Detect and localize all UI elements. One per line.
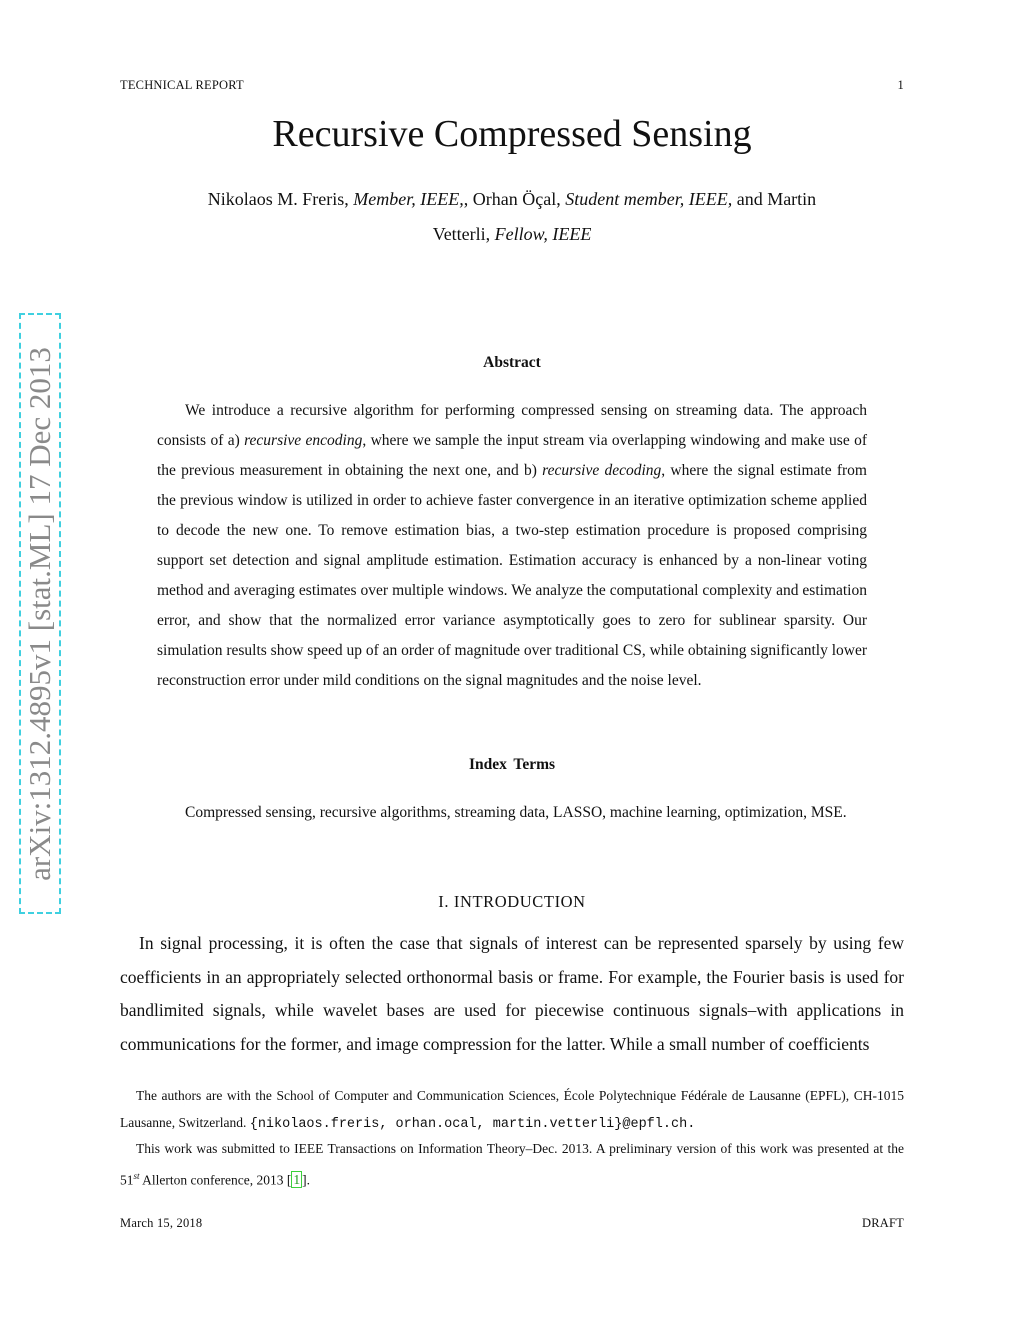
index-terms-text: Compressed sensing, recursive algorithms, streaming data, LASSO, machine learning, optimization, MSE. (185, 804, 847, 821)
footnote-superscript: st (133, 1170, 140, 1181)
abstract-text-2: , where we sample the input stream via overlapping windowing and make use of the previous measurement in obtaining the next one, and b) (157, 432, 867, 479)
abstract-heading: Abstract (483, 354, 541, 371)
paper-title: Recursive Compressed Sensing (272, 113, 752, 155)
author-conjunction: and Martin (736, 189, 817, 209)
footnote-submission (120, 1136, 904, 1194)
footnote-submission-text: This work was submitted to IEEE Transactions on Information Theory–Dec. 2013. A preliminary version of this work was presented at the 51 (120, 1141, 904, 1187)
author-2-name: , Orhan Öçal, (463, 189, 561, 209)
citation-link[interactable]: 1 (293, 1172, 301, 1187)
footnote-submission-end: ]. (302, 1172, 310, 1187)
intro-paragraph: In signal processing, it is often the case that signals of interest can be represented sparsely by using few coefficients in an appropriately selected orthonormal basis or frame. For example, the Fourier basis is used for bandlimited signals, while wavelet bases are used for piecewise continuous signals–with applications in communications for the former, and image compression for the latter. While a small number of coefficients (120, 933, 904, 1054)
author-list (130, 182, 894, 252)
abstract-text-3: , where the signal estimate from the previous window is utilized in order to achieve faster convergence in an iterative optimization scheme applied to decode the new one. To remove estimation bias, a two-step estimation procedure is proposed comprising support set detection and signal amplitude estimation. Estimation accuracy is enhanced by a non-linear voting method and averaging estimates over multiple windows. We analyze the computational complexity and estimation error, and show that the normalized error variance asymptotically goes to zero for sublinear sparsity. Our simulation results show speed up of an order of magnitude over traditional CS, while obtaining significantly lower reconstruction error under mild conditions on the signal magnitudes and the noise level. (157, 462, 867, 689)
section-title-rest: NTRODUCTION (459, 892, 586, 911)
section-initial: I (453, 892, 460, 911)
arxiv-stamp[interactable]: arXiv:1312.4895v1 [stat.ML] 17 Dec 2013 (22, 346, 57, 881)
author-3-role: Fellow, IEEE (494, 224, 592, 244)
section-numeral: I. (438, 892, 454, 911)
page-number: 1 (897, 78, 904, 92)
abstract-emphasis-2: recursive decoding (542, 462, 662, 479)
footnote-submission-after: Allerton conference, 2013 [ (139, 1172, 292, 1187)
footnote-affiliation-text: The authors are with the School of Computer and Communication Sciences, École Polytechnique Fédérale de Lausanne (EPFL), CH-1015 Lausanne, Switzerland. (120, 1088, 904, 1130)
author-1-role: Member, IEEE, (353, 189, 464, 209)
footnote-affiliation (120, 1083, 904, 1138)
footnote-emails[interactable]: {nikolaos.freris, orhan.ocal, martin.vetterli}@epfl.ch. (249, 1116, 696, 1132)
section-heading (0, 892, 1024, 912)
author-2-role: Student member, IEEE, (565, 189, 733, 209)
author-3-name: Vetterli, (432, 224, 491, 244)
abstract-emphasis-1: recursive encoding (244, 432, 363, 449)
index-terms-heading: Index Terms (468, 756, 556, 773)
abstract-text-1: We introduce a recursive algorithm for performing compressed sensing on streaming data. The approach consists of a) (157, 402, 867, 449)
footer-draft-label: DRAFT (862, 1216, 904, 1230)
abstract-paragraph (157, 396, 867, 696)
running-header: TECHNICAL REPORT (120, 78, 244, 92)
footer-date: March 15, 2018 (120, 1216, 203, 1230)
author-1-name: Nikolaos M. Freris, (207, 189, 349, 209)
